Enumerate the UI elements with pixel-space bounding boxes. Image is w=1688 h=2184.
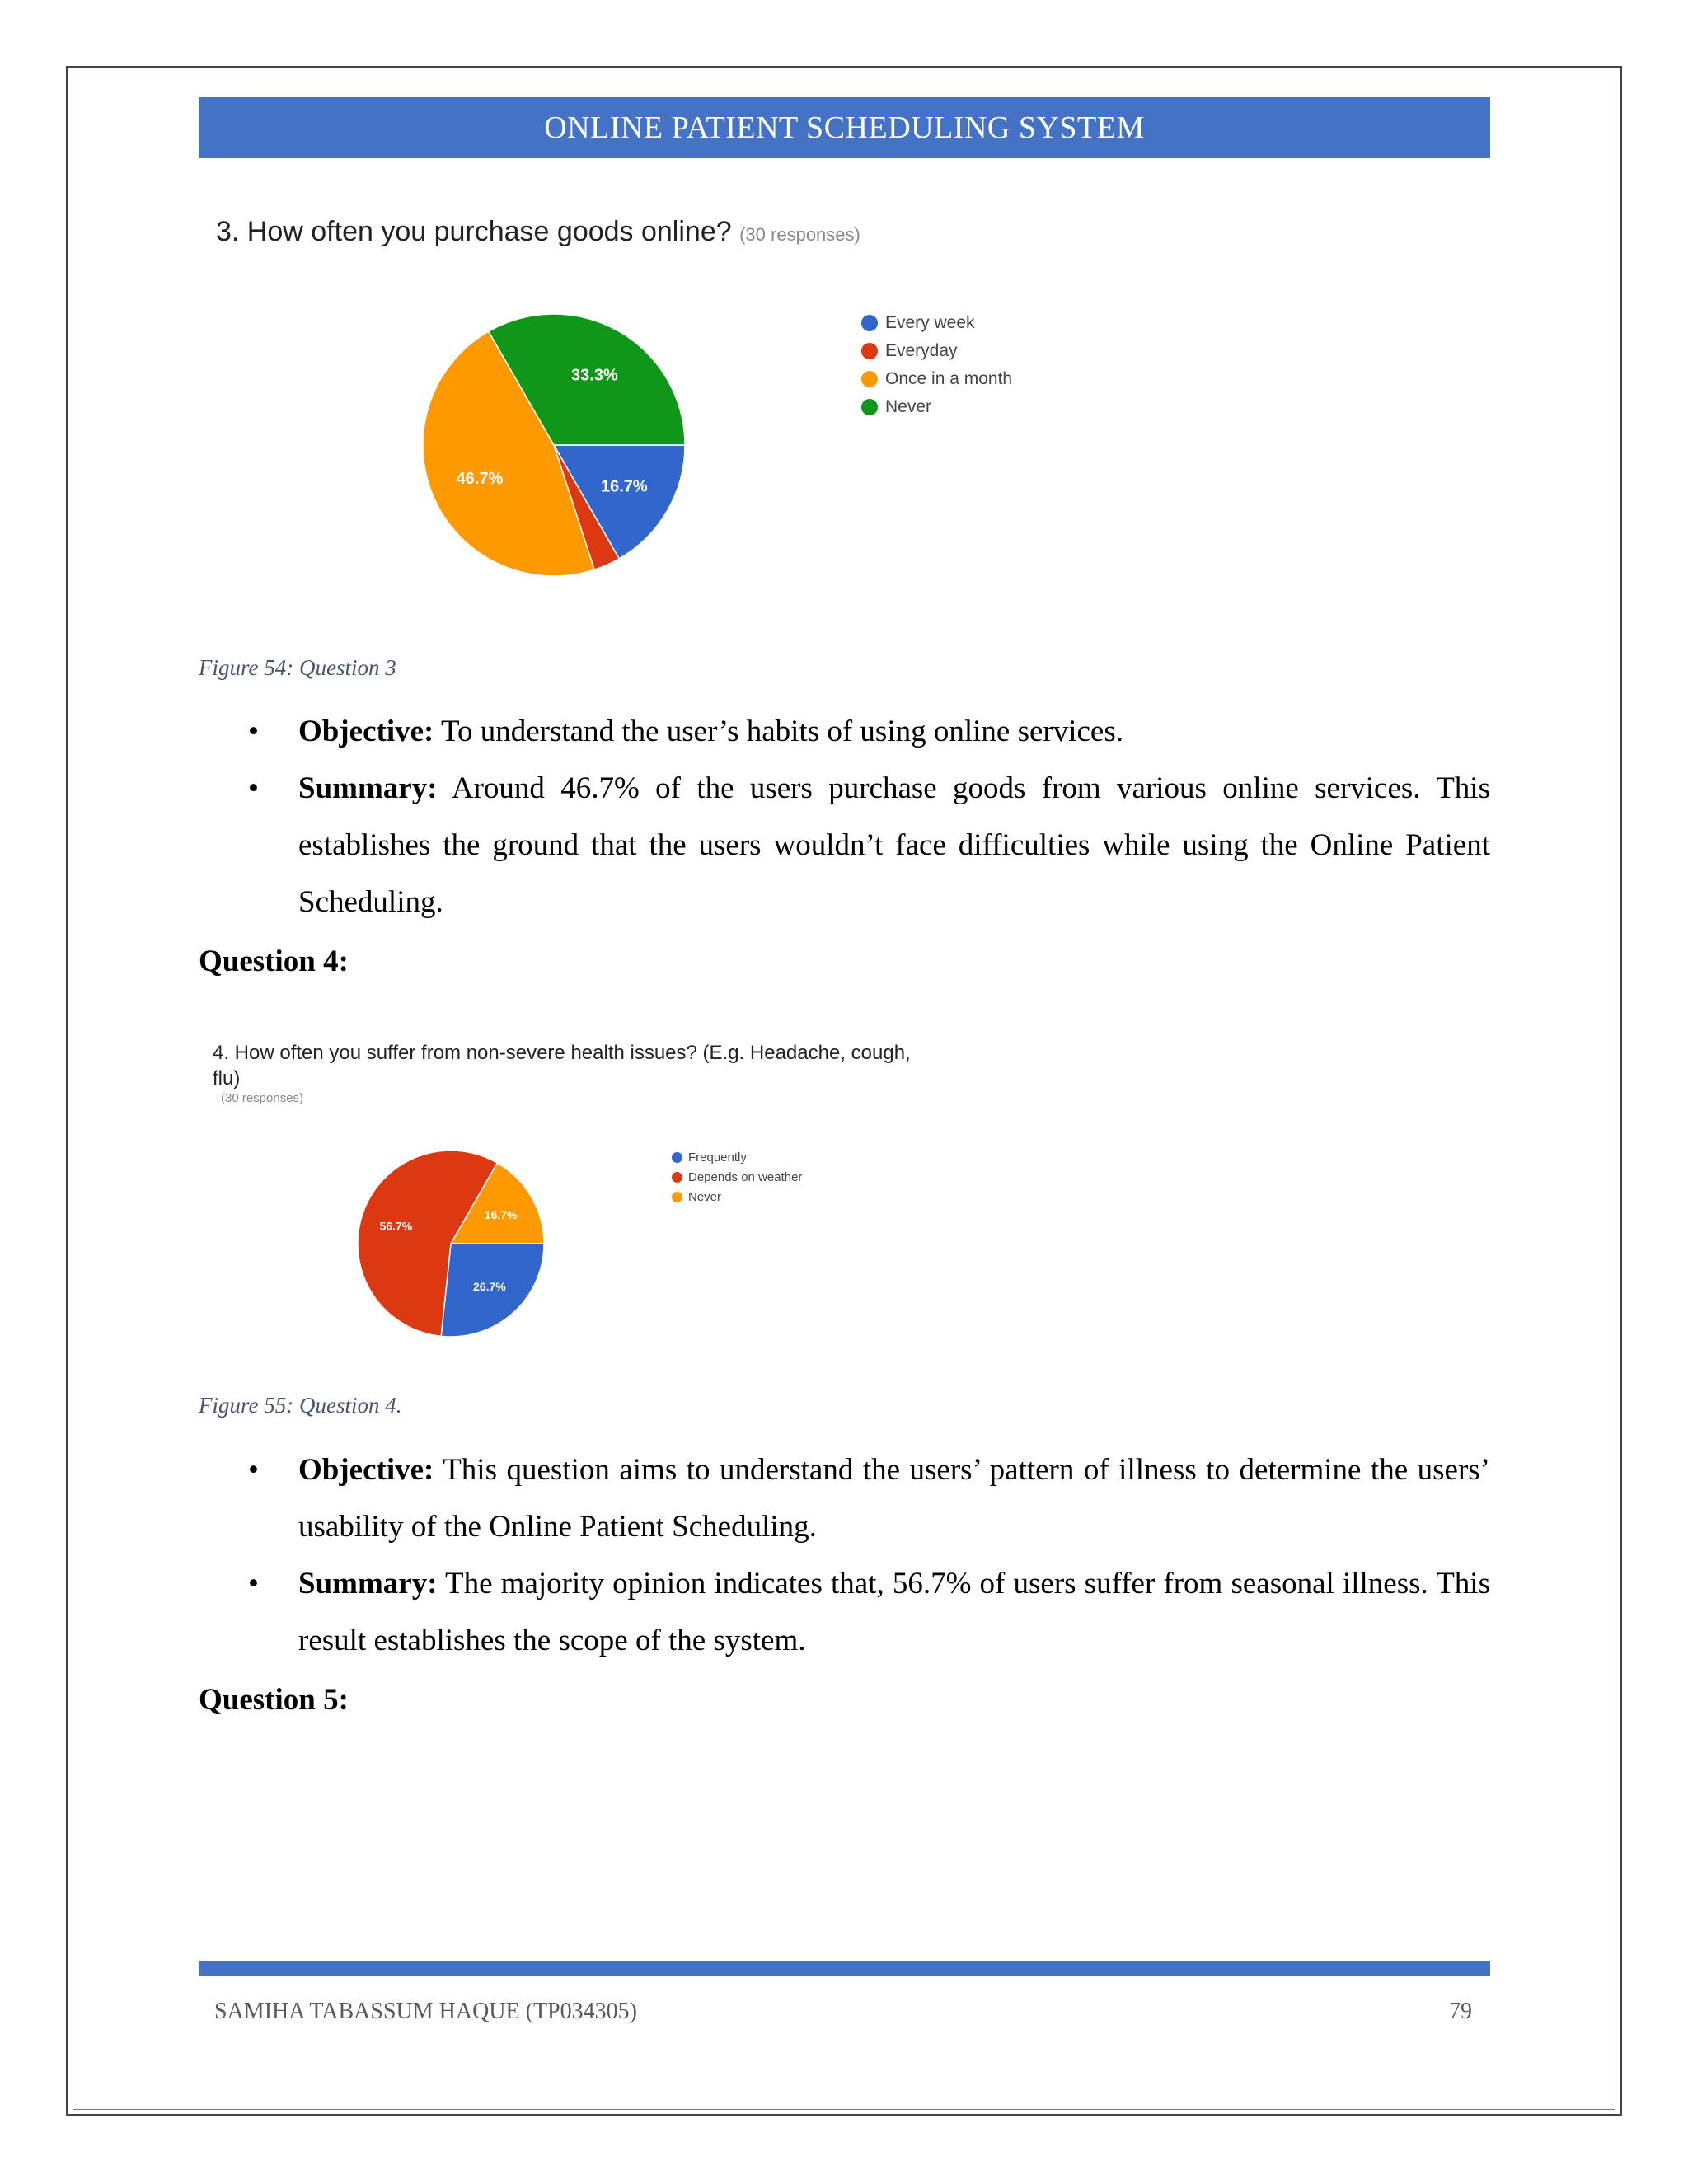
footer-author: SAMIHA TABASSUM HAQUE (TP034305) — [214, 1999, 637, 2024]
figure2-data-label-depends-on-weather: 56.7% — [379, 1219, 413, 1233]
legend-item-never — [861, 393, 1012, 421]
bullet-dot: • — [248, 1453, 259, 1487]
figure1-pie-chart — [412, 309, 692, 581]
objective-text: This question aims to understand the users’ pattern of illness to determine the users’ usability of the Online Patient Scheduling. — [298, 1453, 1490, 1544]
figure2-caption: Figure 55: Question 4. — [199, 1393, 402, 1418]
section2-summary — [199, 1555, 1490, 1669]
legend-dot-frequently — [672, 1152, 682, 1163]
legend-dot-never — [861, 399, 878, 415]
figure2-pie-chart — [346, 1141, 560, 1356]
objective-label: Objective: — [298, 715, 434, 748]
figure1-responses: (30 responses) — [739, 224, 860, 245]
legend-item-every-week — [861, 309, 1012, 337]
footer-page-number: 79 — [1449, 1999, 1472, 2024]
section2-objective — [199, 1441, 1490, 1555]
figure1-question-text: 3. How often you purchase goods online? — [216, 216, 732, 247]
figure2-question — [213, 1040, 921, 1106]
section1-objective — [199, 703, 1490, 760]
legend-label-frequently: Frequently — [688, 1150, 747, 1165]
legend-dot-everyday — [861, 343, 878, 359]
legend-item-everyday — [861, 337, 1012, 365]
legend-dot-never — [672, 1192, 682, 1202]
figure1-data-label-never: 33.3% — [571, 366, 618, 385]
section1-bullets — [199, 703, 1490, 930]
header-bar — [199, 97, 1490, 158]
legend-item-frequently — [672, 1147, 802, 1167]
legend-label-never: Never — [688, 1189, 722, 1204]
section2-bullets — [199, 1441, 1490, 1669]
figure2-question-text: 4. How often you suffer from non-severe health issues? (E.g. Headache, cough, flu) — [213, 1042, 911, 1090]
summary-text: Around 46.7% of the users purchase goods from various online services. This establishes the ground that the users wouldn’t face difficulties while using the Online Patient Scheduling. — [298, 771, 1490, 919]
figure2-data-label-frequently: 26.7% — [473, 1279, 506, 1293]
question5-heading: Question 5: — [199, 1683, 349, 1717]
legend-label-every-week: Every week — [885, 313, 975, 332]
bullet-dot: • — [248, 771, 259, 805]
legend-dot-once-in-a-month — [861, 371, 878, 387]
footer-bar — [199, 1961, 1490, 1976]
summary-text: The majority opinion indicates that, 56.7% of users suffer from seasonal illness. This result establishes the scope of the system. — [298, 1567, 1490, 1657]
figure1-data-label-once-in-a-month: 46.7% — [456, 470, 504, 489]
legend-dot-every-week — [861, 315, 878, 331]
objective-label: Objective: — [298, 1453, 434, 1487]
bullet-dot: • — [248, 1567, 259, 1601]
figure1-question — [216, 216, 860, 248]
question4-heading: Question 4: — [199, 944, 349, 978]
objective-text: To understand the user’s habits of using online services. — [434, 715, 1123, 748]
summary-label: Summary: — [298, 1567, 438, 1601]
figure1-legend — [861, 309, 1012, 421]
figure1-caption: Figure 54: Question 3 — [199, 655, 396, 680]
legend-item-depends-on-weather — [672, 1167, 802, 1187]
summary-label: Summary: — [298, 771, 438, 805]
legend-label-never: Never — [885, 397, 932, 416]
legend-dot-depends-on-weather — [672, 1172, 682, 1183]
figure2-data-label-never: 16.7% — [484, 1207, 518, 1221]
section1-summary — [199, 760, 1490, 930]
legend-label-everyday: Everyday — [885, 341, 958, 360]
header-title: ONLINE PATIENT SCHEDULING SYSTEM — [544, 110, 1145, 145]
figure2-responses: (30 responses) — [221, 1091, 304, 1105]
legend-label-once-in-a-month: Once in a month — [885, 369, 1013, 388]
figure1-data-label-every-week: 16.7% — [600, 477, 648, 496]
legend-item-never — [672, 1187, 802, 1207]
figure2-legend — [672, 1147, 802, 1207]
legend-label-depends-on-weather: Depends on weather — [688, 1169, 803, 1184]
bullet-dot: • — [248, 715, 259, 748]
legend-item-once-in-a-month — [861, 365, 1012, 393]
